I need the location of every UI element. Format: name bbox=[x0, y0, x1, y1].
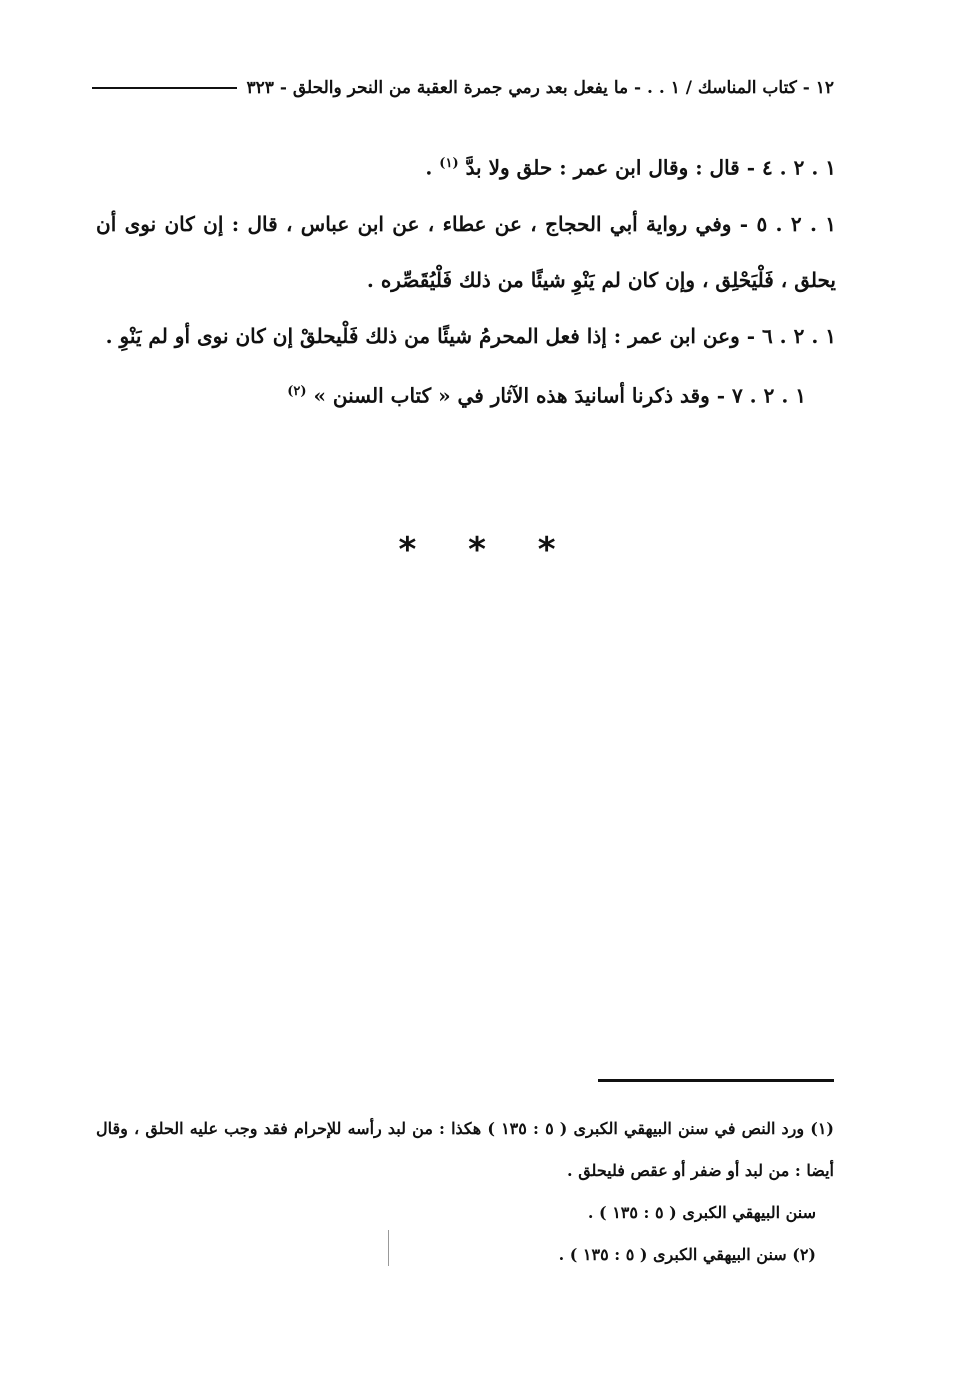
section-separator: * * * bbox=[398, 530, 556, 570]
footnote-ref-1: (١) bbox=[439, 156, 459, 171]
footnote-1: (١) ورد النص في سنن البيهقي الكبرى ( ٥ : ١٣٥ ) هكذا : من لبد رأسه للإحرام فقد وجب عليه الحلق ، وقال أيضا : من لبد أو ضفر أو عقص فليحلق . bbox=[96, 1119, 834, 1180]
paragraph-tail: . bbox=[425, 155, 440, 180]
paragraph-text: ١ . ٢ . ٧ - وقد ذكرنا أسانيدَ هذه الآثار في « كتاب السنن » bbox=[313, 383, 806, 408]
footnote-1-continuation: سنن البيهقي الكبرى ( ٥ : ١٣٥ ) . bbox=[587, 1203, 816, 1222]
footnote-ref-2: (٢) bbox=[287, 383, 307, 399]
scan-mark bbox=[388, 1230, 389, 1266]
header-rule bbox=[92, 87, 237, 89]
paragraph-text: ١ . ٢ . ٦ - وعن ابن عمر : إذا فعل المحرمُ شيئًا من ذلك فَلْيحلقْ إن كان نوى أو لم يَنْوِ . bbox=[105, 323, 836, 348]
paragraph-1-2-5 bbox=[96, 196, 836, 308]
running-header bbox=[92, 78, 834, 98]
paragraph-text: ١ . ٢ . ٥ - وفي رواية أبي الحجاج ، عن عطاء ، عن ابن عباس ، قال : إن كان نوى أن يحلق ، فَلْيَحْلِق ، وإن كان لم يَنْوِ شيئًا من ذلك فَلْيُقَصِّره . bbox=[96, 211, 836, 292]
main-text bbox=[96, 136, 836, 423]
header-text: ١٢ - كتاب المناسك / ١ . . - ما يفعل بعد رمي جمرة العقبة من النحر والحلق - ٣٢٣ bbox=[246, 78, 834, 98]
paragraph-1-2-4 bbox=[96, 136, 836, 196]
footnote-2: (٢) سنن البيهقي الكبرى ( ٥ : ١٣٥ ) . bbox=[558, 1245, 816, 1264]
footnotes bbox=[96, 1108, 834, 1276]
paragraph-1-2-7 bbox=[96, 364, 836, 424]
footnote-rule bbox=[598, 1079, 834, 1082]
paragraph-1-2-6 bbox=[96, 308, 836, 364]
paragraph-text: ١ . ٢ . ٤ - قال : وقال ابن عمر : حلق ولا بدَّ bbox=[465, 155, 836, 180]
